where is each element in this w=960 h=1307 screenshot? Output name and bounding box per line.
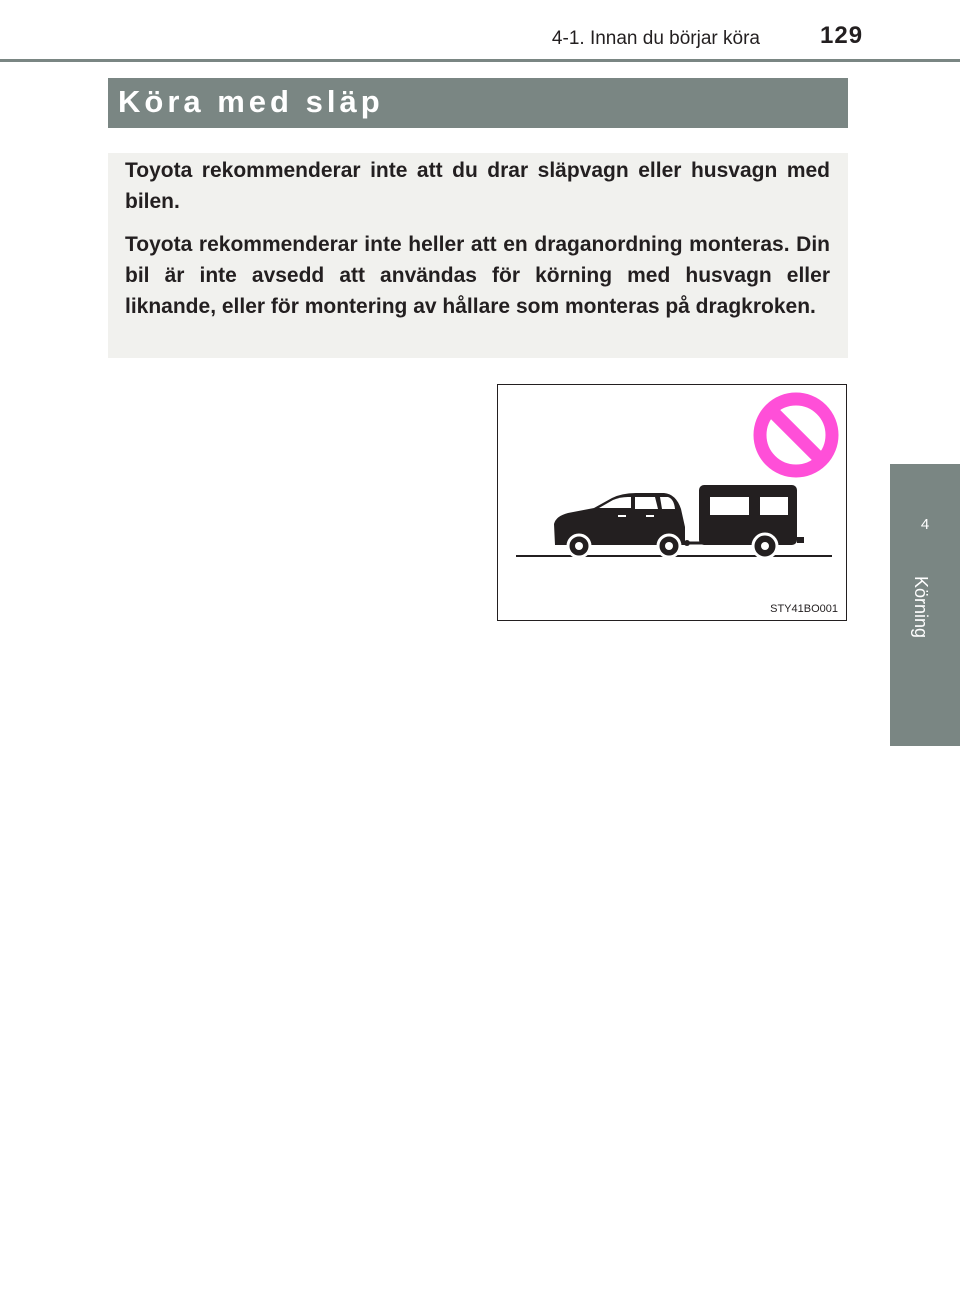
intro-paragraph-2: Toyota rekommenderar inte heller att en draganordning monteras. Din bil är inte avsedd att användas för körning med husvagn eller liknande, eller för montering av hållare som monteras på dragkroken.: [125, 233, 830, 318]
chapter-label: Körning: [911, 576, 931, 639]
header-section-title: 4-1. Innan du börjar köra: [551, 28, 760, 49]
section-title: Köra med släp: [118, 84, 384, 119]
header-rule: [0, 59, 960, 62]
figure-code: STY41BO001: [770, 603, 838, 615]
intro-paragraph-1: Toyota rekommenderar inte att du drar släpvagn eller husvagn med bilen.: [125, 159, 830, 213]
page-number: 129: [820, 22, 864, 49]
prohibition-icon: [760, 399, 832, 471]
car-icon: [554, 493, 685, 557]
section-title-bar: [108, 78, 848, 128]
towing-prohibited-figure: [497, 384, 847, 621]
chapter-side-tab: [890, 464, 960, 746]
towing-illustration: [498, 385, 846, 620]
caravan-icon: [699, 485, 804, 558]
chapter-number: 4: [920, 516, 930, 533]
intro-box: [108, 153, 848, 358]
